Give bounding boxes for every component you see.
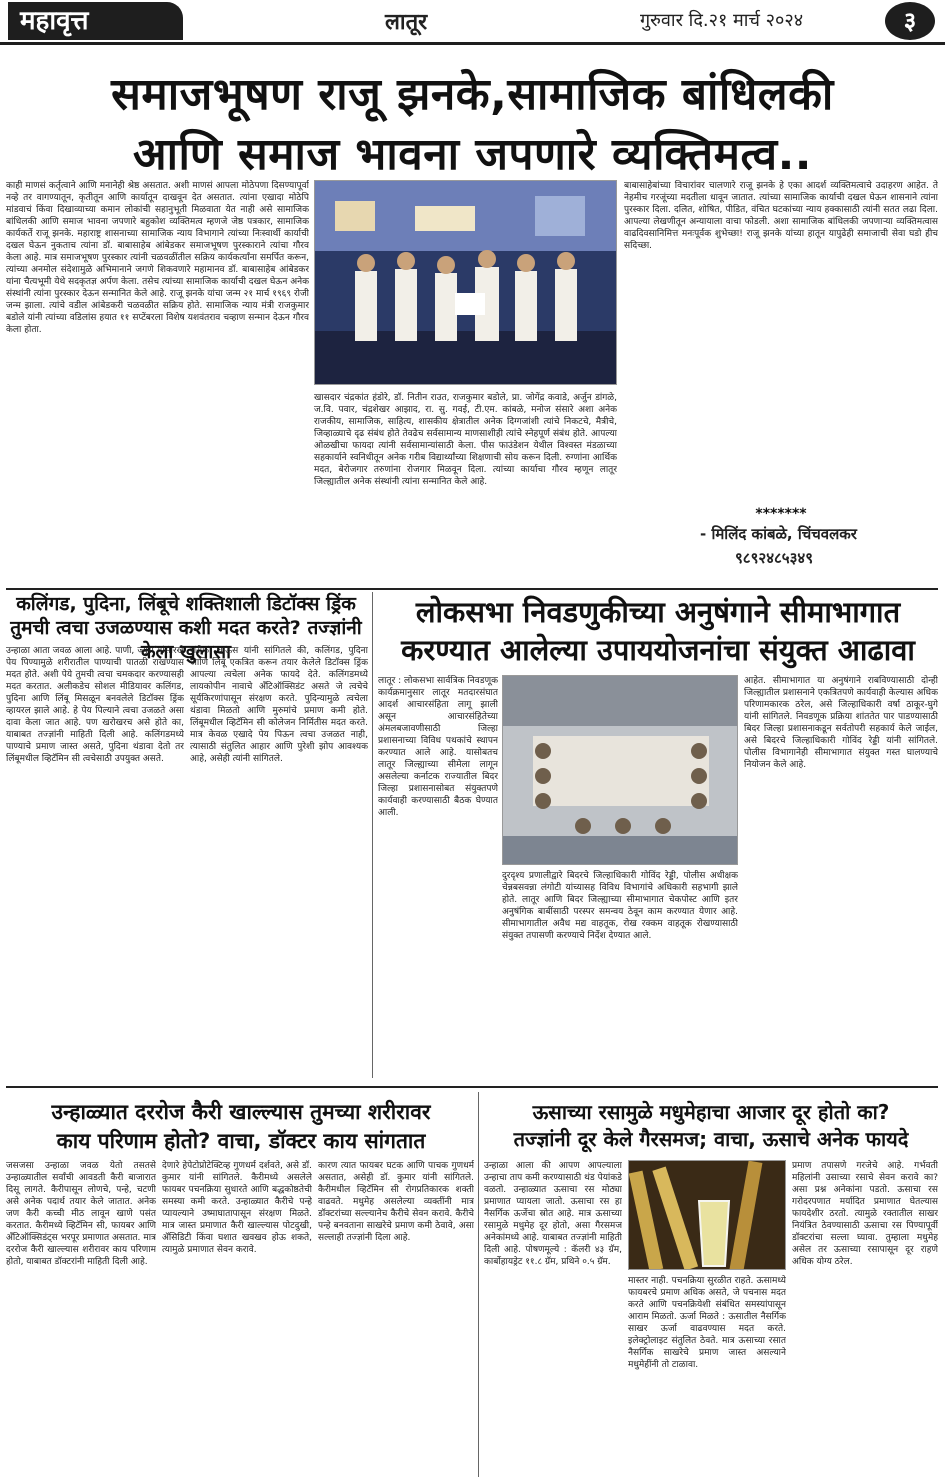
lead-photo <box>314 180 617 385</box>
lead-column-3: बाबासाहेबांच्या विचारांवर चालणारे राजू झनके हे एका आदर्श व्यक्तिमत्वाचे उदाहरण आहेत. ते नेहमीच गरजूंच्या मदतीला धावून जातात. त्यांच्या सामाजिक कार्याची दखल घेऊन शासनाने त्यांना पुरस्कार दिला. दलित, शोषित, पीडित, वंचित घटकांच्या न्याय हक्कासाठी त्यांनी सतत लढा दिला. आपल्या लेखणीतून अन्यायाला वाचा फोडली. अशा सामाजिक बांधिलकी जपणाऱ्या व्यक्तिमत्वास वाढदिवसानिमित्त मनःपूर्वक शुभेच्छा! राजू झनके यांच्या हातून यापुढेही समाजाची सेवा घडो हीच सदिच्छा. <box>624 181 938 251</box>
lead-author: - मिलिंद कांबळे, चिंचवलकर <box>700 525 857 543</box>
sugarcane-column-1: उन्हाळा आला की आपण आपल्याला उन्हाचा ताप कमी करण्यासाठी थंड पेयांकडे वळतो. उन्हाळ्यात ऊसाचा रस मोठ्या प्रमाणात प्यायला जातो. ऊसाचा रस हा नैसर्गिक ऊर्जेचा स्रोत आहे. मात्र ऊसाच्या रसामुळे मधुमेह दूर होतो, असा गैरसमज अनेकांमध्ये आहे. याबाबत तज्ज्ञांनी माहिती दिली आहे. पोषणमूल्ये : कॅलरी ४३ ग्रॅम, कार्बोहायड्रेट ११.८ ग्रॅम, प्रथिने ०.५ ग्रॅम. <box>484 1161 622 1267</box>
award-ceremony-image <box>315 181 617 385</box>
sugarcane-column-2: मास्तर नाही. पचनक्रिया सुरळीत राहते. ऊसामध्ये फायबरचे प्रमाण अधिक असते, जे पचनास मदत करते आणि पचनक्रियेशी संबंधित समस्यांपासून आराम मिळतो. ऊर्जा मिळते : ऊसातील नैसर्गिक साखर ऊर्जा वाढवण्यास मदत करते. इलेक्ट्रोलाइट संतुलित ठेवते. मात्र ऊसाच्या रसात नैसर्गिक साखरेचे प्रमाण जास्त असल्याने मधुमेहींनी तो टाळावा. <box>628 1276 786 1370</box>
sugarcane-juice-image <box>629 1161 786 1270</box>
election-column-1: लातूर : लोकसभा सार्वत्रिक निवडणूक कार्यक्रमानुसार लातूर मतदारसंघात आदर्श आचारसंहिता लागू झाली असून आचारसंहितेच्या अंमलबजावणीसाठी जिल्हा प्रशासनाच्या विविध पथकांचे स्थापन करण्यात आले आहे. यासोबतच लातूर जिल्ह्याच्या सीमेला लागून असलेल्या कर्नाटक राज्यातील बिदर जिल्हा प्रशासनासोबत संयुक्तपणे कार्यवाही करण्यासाठी बैठक घेण्यात आली. <box>378 676 498 818</box>
sugarcane-column-3: प्रमाण तपासणे गरजेचे आहे. गर्भवती महिलांनी उसाच्या रसाचे सेवन करावे का? असा प्रश्न अनेकांना पडतो. ऊसाचा रस गरोदरपणात मर्यादित प्रमाणात घेतल्यास फायदेशीर ठरतो. त्यामुळे रक्तातील साखर नियंत्रित ठेवण्यासाठी ऊसाचा रस पिण्यापूर्वी डॉक्टरांचा सल्ला घ्यावा. तुम्हाला मधुमेह असेल तर ऊसाच्या रसापासून दूर राहणे अधिक योग्य ठरेल. <box>792 1161 938 1267</box>
newspaper-brand: महावृत्त <box>8 2 183 40</box>
column-divider <box>372 592 373 1078</box>
sugarcane-headline-line2: तज्ज्ञांनी दूर केले गैरसमज; वाचा, ऊसाचे अनेक फायदे <box>513 1127 909 1151</box>
mango-column-2: देणारे हेपेटोप्रोटेक्टिव्ह गुणधर्म दर्शवते, असे डॉ. कुमार यांनी सांगितले. कैरीमध्ये असलेले फायबर पचनक्रिया सुधारते आणि बद्धकोष्ठतेची समस्या कमी करते. उन्हाळ्यात कैरीचे पन्हे प्यायल्याने उष्माघातापासून संरक्षण मिळते. मात्र जास्त प्रमाणात कैरी खाल्ल्यास पोटदुखी, ॲसिडिटी किंवा घशात खवखव होऊ शकते, त्यामुळे प्रमाणात सेवन करावे. <box>162 1161 312 1255</box>
election-column-2: दुरदृश्य प्रणालीद्वारे बिदरचे जिल्हाधिकारी गोविंद रेड्डी, पोलीस अधीक्षक चेन्नबसवन्ना लंगोटी यांच्यासह विविध विभागांचे अधिकारी सहभागी झाले होते. लातूर आणि बिदर जिल्ह्याच्या सीमाभागात चेकपोस्ट आणि इतर अनुषंगिक बाबींसाठी परस्पर समन्वय ठेवून काम करण्यात येणार आहे. सीमाभागातील अवैध मद्य वाहतूक, रोख रक्कम वाहतूक रोखण्यासाठी संयुक्त तपासणी करण्याचे निर्देश देण्यात आले. <box>502 871 738 941</box>
mango-column-3: कारण त्यात फायबर घटक आणि पाचक गुणधर्म असतात, असेही डॉ. कुमार यांनी सांगितले. कैरीमधील व्हिटॅमिन सी रोगप्रतिकारक शक्ती वाढवते. मधुमेह असलेल्या व्यक्तींनी मात्र डॉक्टरांच्या सल्ल्यानेच कैरीचे सेवन करावे. कैरीचे पन्हे बनवताना साखरेचे प्रमाण कमी ठेवावे, असा सल्लाही तज्ज्ञांनी दिला आहे. <box>318 1161 474 1243</box>
detox-column-1: उन्हाळा आता जवळ आला आहे. पाणी, ज्यूस यांसारखे पेय पिण्यामुळे शरीरातील पाण्याची पातळी राखण्यास मदत होते. अशी पेये तुमची त्वचा चमकदार करण्यासही मदत करतात. अलीकडेच सोशल मीडियावर कलिंगड, पुदिना आणि लिंबू मिसळून बनवलेले डिटॉक्स ड्रिंक व्हायरल झाले आहे. हे पेय पिल्याने त्वचा उजळते असा दावा केला जात आहे. पण खरोखरच असे होते का, याबाबत तज्ज्ञांनी माहिती दिली आहे. कलिंगडमध्ये पाण्याचे प्रमाण जास्त असते, पुदिना थंडावा देतो तर लिंबूमधील व्हिटॅमिन सी त्वचेसाठी उपयुक्त असते. <box>6 646 184 764</box>
detox-headline: कलिंगड, पुदिना, लिंबूचे शक्तिशाली डिटॉक्स ड्रिंक तुमची त्वचा उजळण्यास कशी मदत करते? तज्ज्ञांनी केला खुलासा <box>10 593 362 663</box>
meeting-room-image <box>503 676 738 865</box>
mango-headline-line1: उन्हाळ्यात दररोज कैरी खाल्ल्यास तुमच्या शरीरावर <box>51 1100 431 1124</box>
section-divider-2 <box>6 1086 938 1088</box>
lead-stars: ******* <box>755 506 807 522</box>
election-headline: लोकसभा निवडणुकीच्या अनुषंगाने सीमाभागात करण्यात आलेल्या उपाययोजनांचा संयुक्त आढावा <box>401 595 915 667</box>
page-number: ३ <box>885 2 935 40</box>
lead-column-2: खासदार चंद्रकांत हंडोरे, डॉ. नितीन राउत, राजकुमार बडोले, प्रा. जोगेंद्र कवाडे, अर्जुन डांगळे, ज.वि. पवार, चंद्रशेखर आझाद, रा. सु. गवई, टी.एम. कांबळे, मनोज संसारे अशा अनेक राजकीय, सामाजिक, साहित्य, शासकीय क्षेत्रातील अनेक दिग्गजांशी त्यांचे निकटचे, मैत्रीचे, जिव्हाळ्याचे दृढ संबंध होते तेवढेच सर्वसामान्य माणसाशीही त्यांचे स्नेहपूर्ण संबंध होते. आपल्या ओळखीचा फायदा त्यांनी सर्वसामान्यांसाठी केला. पीस फाउंडेशन येथील विश्वस्त मंडळाच्या सहकार्याने स्वनिधीतून अनेक गरीब विद्यार्थ्यांच्या शिक्षणाची सोय करून दिली. रुग्णांना आर्थिक मदत, बेरोजगार तरुणांना रोजगार मिळवून दिला. त्यांच्या कार्याचा गौरव म्हणून लातूर जिल्ह्यातील अनेक संस्थांनी त्यांना सन्मानित केले आहे. <box>314 393 617 487</box>
masthead-rule <box>0 42 945 45</box>
lead-headline-line2: आणि समाज भावना जपणारे व्यक्तिमत्व.. <box>133 129 812 180</box>
sugarcane-photo <box>628 1160 786 1270</box>
edition-date: गुरुवार दि.२१ मार्च २०२४ <box>640 10 804 31</box>
column-divider-2 <box>478 1092 479 1477</box>
election-column-3: आहेत. सीमाभागात या अनुषंगाने राबविण्यासाठी दोन्ही जिल्ह्यातील प्रशासनाने एकत्रितपणे कार्यवाही केल्यास अधिक परिणामकारक ठरेल, असे जिल्हाधिकारी वर्षा ठाकूर-घुगे यांनी सांगितले. निवडणूक प्रक्रिया शांततेत पार पाडण्यासाठी बिदर जिल्हा प्रशासनाकडून सर्वतोपरी सहकार्य केले जाईल, असे बिदरचे जिल्हाधिकारी गोविंद रेड्डी यांनी सांगितले. पोलीस विभागानेही सीमाभागात संयुक्त गस्त घालण्याचे नियोजन केले आहे. <box>744 676 938 770</box>
detox-column-2: शरीफा चाऊस यांनी सांगितले की, कलिंगड, पुदिना आणि लिंबू एकत्रित करून तयार केलेले डिटॉक्स ड्रिंक आपल्या त्वचेला अनेक फायदे देते. कलिंगडमध्ये लायकोपीन नावाचे अँटिऑक्सिडंट असते जे त्वचेचे सूर्यकिरणांपासून संरक्षण करते. पुदिन्यामुळे त्वचेला थंडावा मिळतो आणि मुरुमांचे प्रमाण कमी होते. लिंबूमधील व्हिटॅमिन सी कोलेजन निर्मितीस मदत करते. मात्र केवळ एखादे पेय पिऊन त्वचा उजळत नाही, त्यासाठी संतुलित आहार आणि पुरेशी झोप आवश्यक आहे, असेही त्यांनी सांगितले. <box>190 646 368 764</box>
section-divider-1 <box>6 588 938 590</box>
masthead <box>0 0 945 44</box>
sugarcane-headline-line1: ऊसाच्या रसामुळे मधुमेहाचा आजार दूर होतो का? <box>532 1100 890 1124</box>
lead-column-1: काही माणसं कर्तृत्वाने आणि मनानेही श्रेष्ठ असतात. अशी माणसं आपला मोठेपणा दिसण्यापूर्वा नव्हे तर वागण्यातून, कृतीतून आणि कार्यातून दाखवून देत असतात. त्यांना एखादा मोठेपि मांडवाचं किंवा दिखाव्याच्या कमान लोकांची सहानुभूती मिळवाता येत नाही असे सामाजिक बांधिलकी आणि समाज भावना जपणारे बहुकोश व्यक्तिमत्व म्हणजे जेष्ठ पत्रकार, सामाजिक कार्यकर्ते राजू झनके. महाराष्ट्र शासनाच्या सामाजिक न्याय विभागाने त्यांच्या निःस्वार्थी कार्याची दखल घेऊन नुकताच त्यांना डॉ. बाबासाहेब आंबेडकर समाजभूषण पुरस्काराने त्यांचा गौरव केला आहे. मात्र समाजभूषण पुरस्कार त्यांनी चळवळींतील सक्रिय कार्यकर्त्यांना समर्पित करून, त्यांच्या अनमोल संदेशामुळे अभिमानाने जगणे शिकवणारे महामानव डॉ. बाबासाहेब आंबेडकर यांना चैत्यभूमी येथे सदकृतज्ञ अर्पण केला. तसेच त्यांच्या सामाजिक कार्याची दखल घेऊन अनेक संस्थांनी त्यांना पुरस्कार देऊन सन्मानित केले आहे. राजू झनके यांचा जन्म २१ मार्च १९६९ रोजी जन्म झाला. त्यांचे वडील आंबेडकरी चळवळीत सक्रिय होते. सामाजिक न्याय मंत्री राजकुमार बडोले यांनी त्यांच्या वडिलांस हयात ११ सप्टेंबरला विशेष यशवंतराव चव्हाण सन्मान देऊन गौरव केला होता. <box>6 181 309 335</box>
election-photo <box>502 675 738 865</box>
edition-city: लातूर <box>385 10 428 35</box>
mango-headline-line2: काय परिणाम होतो? वाचा, डॉक्टर काय सांगतात <box>56 1129 426 1153</box>
lead-author-phone: ९८९२४८५३४९ <box>735 549 814 567</box>
mango-column-1: जसजसा उन्हाळा जवळ येतो तसतसे उन्हाळ्यातील सर्वांची आवडती कैरी बाजारात दिसू लागते. कैरीपासून लोणचे, पन्हे, चटणी असे अनेक पदार्थ तयार केले जातात. अनेक जण कैरी कच्ची मीठ लावून खाणे पसंत करतात. कैरीमध्ये व्हिटॅमिन सी, फायबर आणि अँटिऑक्सिडंट्स भरपूर प्रमाणात असतात. मात्र दररोज कैरी खाल्ल्यास शरीरावर काय परिणाम होतो, याबाबत डॉक्टरांनी माहिती दिली आहे. <box>6 1161 156 1267</box>
lead-headline-line1: समाजभूषण राजू झनके,सामाजिक बांधिलकी <box>111 69 834 120</box>
